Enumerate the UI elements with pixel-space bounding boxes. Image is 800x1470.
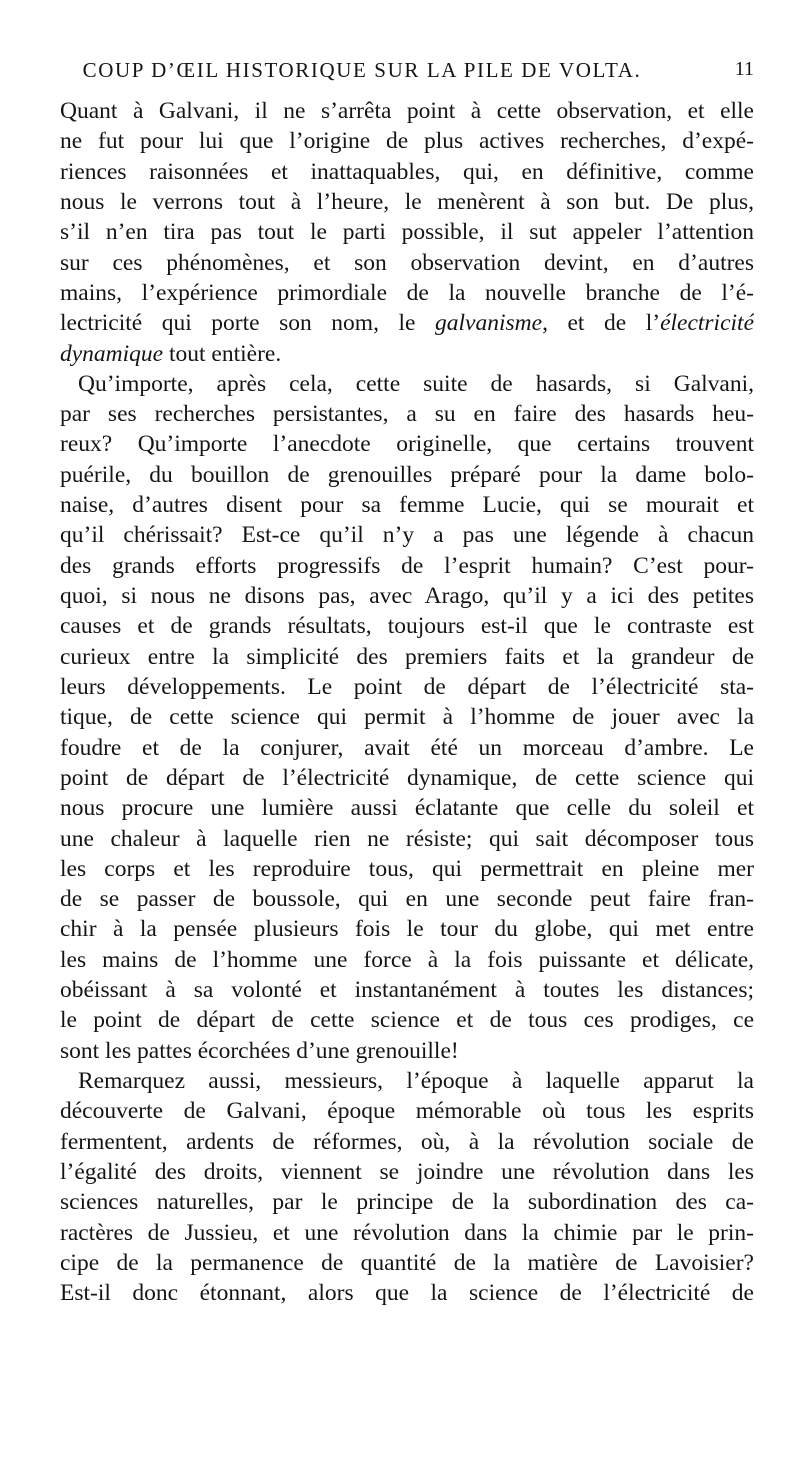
text-line: leurs développements. Le point de départ de l’électricité sta- — [60, 673, 754, 700]
text-line: ractères de Jussieu, et une révolution dans la chimie par le prin- — [60, 1219, 754, 1246]
text-line: sciences naturelles, par le principe de la subordination des ca- — [60, 1189, 754, 1216]
text-line: Est-il donc étonnant, alors que la science de l’électricité de — [60, 1280, 754, 1307]
paragraph-2 — [60, 369, 754, 1066]
text-line: fermentent, ardents de réformes, où, à la révolution sociale de — [60, 1128, 754, 1155]
italic-term-electricite: électricité — [660, 310, 754, 337]
text-line: riences raisonnées et inattaquables, qui, en définitive, comme — [60, 158, 754, 185]
text-line: puérile, du bouillon de grenouilles préparé pour la dame bolo- — [60, 461, 754, 488]
text-line: sont les pattes écorchées d’une grenouille! — [60, 1037, 459, 1064]
italic-term-dynamique: dynamique — [60, 340, 164, 367]
text-line: de se passer de boussole, qui en une seconde peut faire fran- — [60, 886, 754, 913]
text-line: découverte de Galvani, époque mémorable où tous les esprits — [60, 1098, 754, 1125]
text-line — [60, 339, 754, 369]
text-line: curieux entre la simplicité des premiers faits et la grandeur de — [60, 643, 754, 670]
text-segment: lectricité qui porte son nom, le — [60, 310, 416, 337]
text-line: chir à la pensée plusieurs fois le tour du globe, qui met entre — [60, 916, 754, 943]
text-line: Quant à Galvani, il ne s’arrêta point à cette observation, et elle — [60, 98, 754, 124]
text-line: qu’il chérissait? Est-ce qu’il n’y a pas une légende à chacun — [60, 522, 754, 549]
text-line: les mains de l’homme une force à la fois puissante et délicate, — [60, 946, 754, 973]
text-line: les corps et les reproduire tous, qui permettrait en pleine mer — [60, 855, 754, 882]
text-line: point de départ de l’électricité dynamique, de cette science qui — [60, 764, 754, 791]
text-line: quoi, si nous ne disons pas, avec Arago, qu’il y a ici des petites — [60, 583, 754, 609]
text-line: sur ces phénomènes, et son observation devint, en d’autres — [60, 249, 754, 276]
text-line: mains, l’expérience primordiale de la nouvelle branche de l’é- — [60, 279, 754, 306]
text-line: causes et de grands résultats, toujours est-il que le contraste est — [60, 613, 754, 640]
paragraph-3 — [60, 1066, 754, 1309]
running-head — [60, 56, 754, 96]
text-line — [60, 308, 754, 338]
text-line: le point de départ de cette science et de tous ces prodiges, ce — [60, 1007, 754, 1034]
page-number: 11 — [734, 58, 754, 80]
paragraph-1 — [60, 96, 754, 369]
text-line: cipe de la permanence de quantité de la matière de Lavoisier? — [60, 1249, 754, 1276]
body-text — [60, 96, 754, 1309]
italic-term-galvanisme: galvanisme — [435, 310, 543, 337]
text-line: des grands efforts progressifs de l’esprit humain? C’est pour- — [60, 552, 754, 579]
text-line: par ses recherches persistantes, a su en faire des hasards heu- — [60, 401, 754, 428]
text-line: obéissant à sa volonté et instantanément à toutes les distances; — [60, 977, 754, 1004]
text-line: foudre et de la conjurer, avait été un morceau d’ambre. Le — [60, 734, 754, 761]
running-title: COUP D’ŒIL HISTORIQUE SUR LA PILE DE VOLTA. — [82, 58, 642, 82]
text-line: naise, d’autres disent pour sa femme Lucie, qui se mourait et — [60, 492, 754, 519]
text-line: nous le verrons tout à l’heure, le menèrent à son but. De plus, — [60, 188, 754, 215]
text-line: une chaleur à laquelle rien ne résiste; qui sait décomposer tous — [60, 825, 754, 852]
text-line: nous procure une lumière aussi éclatante que celle du soleil et — [60, 795, 754, 822]
text-line: reux? Qu’importe l’anecdote originelle, que certains trouvent — [60, 431, 754, 458]
text-line: Remarquez aussi, messieurs, l’époque à laquelle apparut la — [78, 1068, 754, 1094]
text-segment: , et de l’ — [542, 310, 661, 337]
text-line: s’il n’en tira pas tout le parti possible, il sut appeler l’attention — [60, 219, 754, 246]
text-line: l’égalité des droits, viennent se joindre une révolution dans les — [60, 1158, 754, 1185]
text-line: ne fut pour lui que l’origine de plus actives recherches, d’expé- — [60, 128, 754, 155]
text-segment: tout entière. — [163, 340, 282, 367]
text-line: tique, de cette science qui permit à l’homme de jouer avec la — [60, 704, 754, 731]
text-line: Qu’importe, après cela, cette suite de hasards, si Galvani, — [78, 370, 754, 397]
book-page — [60, 56, 754, 1309]
